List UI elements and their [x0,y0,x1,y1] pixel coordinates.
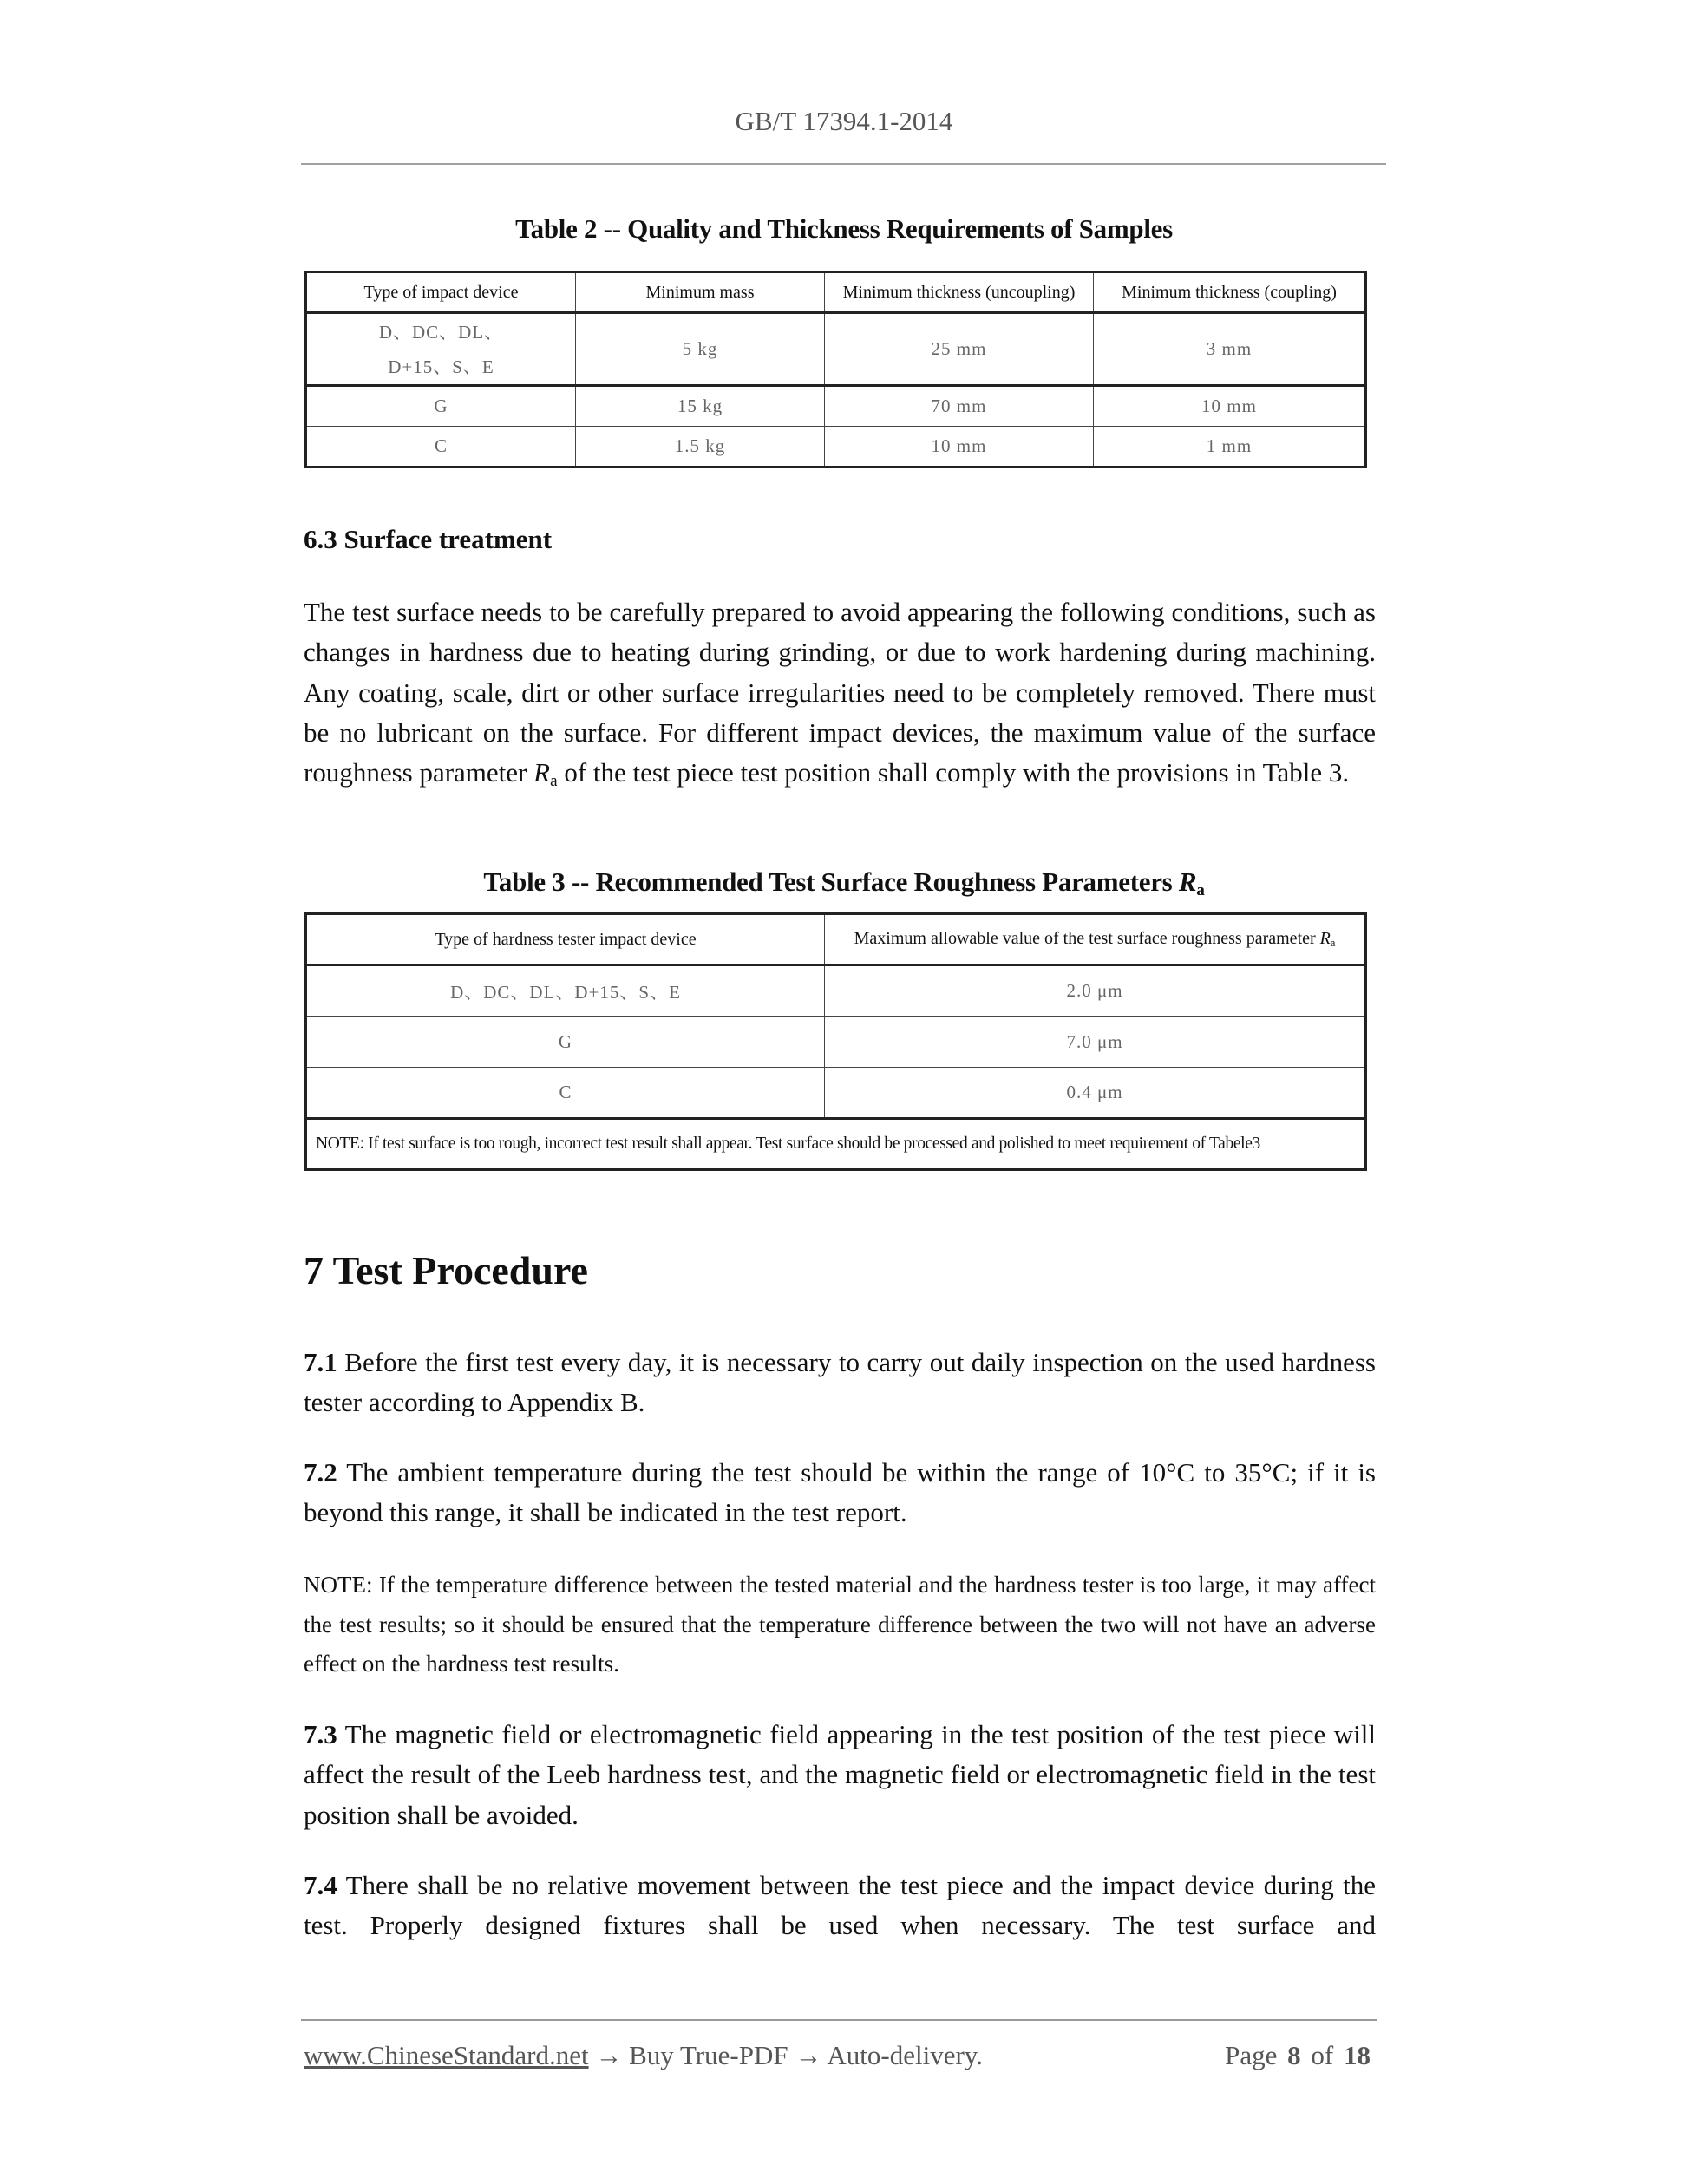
table2-device-cell: C [306,427,576,468]
table2-thick-uncoupling-cell: 10 mm [825,427,1094,468]
arrow-right-icon: → [795,2040,822,2070]
table3-header-device: Type of hardness tester impact device [306,914,825,965]
chinese-standard-link[interactable]: www.ChineseStandard.net [304,2040,589,2070]
ra-subscript: a [550,771,558,790]
header-divider [301,163,1386,165]
section-6-3-body [304,592,1376,801]
auto-delivery-text: Auto-delivery. [821,2040,984,2070]
ra-symbol: R [1319,928,1331,948]
table2-header-thick-uncoupling: Minimum thickness (uncoupling) [825,272,1094,313]
table2-header-thick-coupling: Minimum thickness (coupling) [1094,272,1366,313]
table3-ra-cell: 0.4 μm [825,1068,1366,1119]
table3-ra-cell: 2.0 μm [825,965,1366,1017]
table2-device-cell [306,313,576,386]
table-row [306,965,1366,1017]
ra-subscript: a [1330,937,1336,950]
ra-symbol: R [1178,866,1197,897]
page-total: 18 [1344,2040,1371,2070]
table2-thick-coupling-cell: 10 mm [1094,386,1366,427]
device-line-2: D+15、S、E [388,356,494,377]
table2 [304,271,1367,468]
table2-header-device: Type of impact device [306,272,576,313]
table2-thick-uncoupling-cell: 25 mm [825,313,1094,386]
table3 [304,912,1367,1171]
table2-mass-cell: 5 kg [576,313,825,386]
clause-number: 7.4 [304,1870,337,1900]
clause-text: There shall be no relative movement between the test piece and the impact device during the test. Properly designed fixtures shall be used when necessary. The test surface and [304,1870,1376,1941]
document-id-header: GB/T 17394.1-2014 [735,106,953,136]
clause-7-2 [304,1453,1376,1533]
clause-number: 7.1 [304,1347,337,1377]
footer-left [304,2040,983,2071]
section-7-heading: 7 Test Procedure [304,1248,588,1292]
section-6-3-heading: 6.3 Surface treatment [304,524,553,554]
table-row [306,386,1366,427]
clause-text: The magnetic field or electromagnetic field appearing in the test position of the test piece will affect the result of the Leeb hardness test, and the magnetic field or electromagnetic field in the test position shall be avoided. [304,1719,1376,1830]
clause-number: 7.2 [304,1457,337,1488]
table3-device-cell: C [306,1068,825,1119]
table2-title: Table 2 -- Quality and Thickness Requirements of Samples [515,213,1173,244]
clause-7-4 [304,1866,1376,1946]
table3-title-text: Table 3 -- Recommended Test Surface Roughness Parameters [483,866,1179,897]
table3-title [0,866,1688,900]
page-number [1225,2040,1371,2071]
clause-7-3 [304,1715,1376,1835]
ra-subscript: a [1196,880,1205,899]
table2-thick-coupling-cell: 1 mm [1094,427,1366,468]
page-label: Page [1225,2040,1288,2070]
table2-mass-cell: 1.5 kg [576,427,825,468]
table2-thick-coupling-cell: 3 mm [1094,313,1366,386]
table3-device-cell: D、DC、DL、D+15、S、E [306,965,825,1017]
table2-device-cell: G [306,386,576,427]
footer-divider [301,2019,1377,2021]
device-line-1: D、DC、DL、 [378,321,504,343]
ra-symbol: R [533,757,551,788]
table-row [306,427,1366,468]
clause-text: The ambient temperature during the test should be within the range of 10°C to 35°C; if it is beyond this range, it shall be indicated in the test report. [304,1457,1376,1528]
table3-header-ra [825,914,1366,965]
section-6-3-text-b: of the test piece test position shall comply with the provisions in Table 3. [557,757,1350,788]
table-row [306,1017,1366,1068]
table3-ra-cell: 7.0 μm [825,1017,1366,1068]
clause-7-1 [304,1343,1376,1423]
table3-note: NOTE: If test surface is too rough, incorrect test result shall appear. Test surface should be processed and polished to meet requirement of Tabele3 [306,1119,1366,1170]
clause-text: Before the first test every day, it is necessary to carry out daily inspection on the used hardness tester according to Appendix B. [304,1347,1376,1418]
table3-device-cell: G [306,1017,825,1068]
table2-header-mass: Minimum mass [576,272,825,313]
note-7-2: NOTE: If the temperature difference between the tested material and the hardness tester is too large, it may affect the test results; so it should be ensured that the temperature difference between the two will not have an adverse effect on the hardness test results. [304,1572,1376,1677]
table2-thick-uncoupling-cell: 70 mm [825,386,1094,427]
table-row [306,1068,1366,1119]
page-of: of [1300,2040,1344,2070]
table3-header-ra-text: Maximum allowable value of the test surface roughness parameter [854,928,1320,948]
arrow-right-icon: → [595,2040,623,2070]
table-row [306,313,1366,386]
table2-mass-cell: 15 kg [576,386,825,427]
buy-true-pdf-text: Buy True-PDF [622,2040,795,2070]
clause-number: 7.3 [304,1719,337,1749]
section-6-3-text-a: The test surface needs to be carefully prepared to avoid appearing the following conditions, such as changes in hardness due to heating during grinding, or due to work hardening during machining. Any coating, scale, dirt or other surface irregularities need to be completely removed. There must be no lubricant on the surface. For different impact devices, the maximum value of the surface roughness parameter [304,597,1376,788]
page-current: 8 [1287,2040,1301,2070]
